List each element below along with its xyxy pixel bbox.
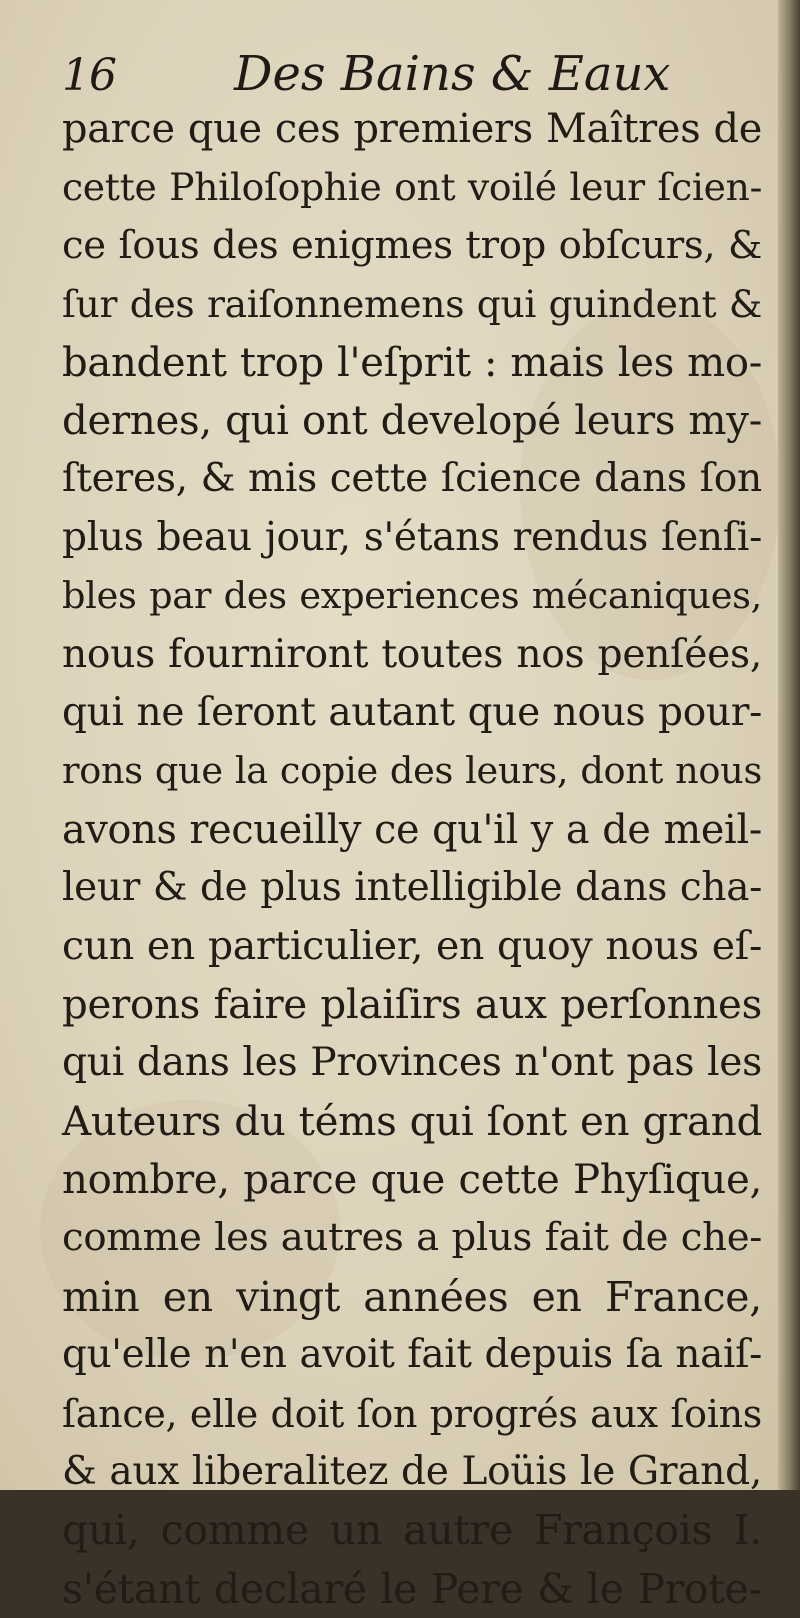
text-line: bandent trop l'eſprit : mais les mo- — [62, 339, 762, 386]
body-text — [62, 100, 762, 1618]
text-line: nombre, parce que cette Phyſique, — [62, 1157, 762, 1204]
text-line: nous fourniront toutes nos penſées, — [62, 631, 762, 677]
text-line: leur & de plus intelligible dans cha- — [62, 865, 762, 911]
text-line: ſteres, & mis cette ſcience dans ſon — [62, 456, 762, 502]
text-line: ſur des raiſonnemens qui guindent & — [62, 282, 762, 327]
text-line: Auteurs du téms qui ſont en grand — [62, 1097, 762, 1145]
text-line: qui, comme un autre François I. — [62, 1506, 762, 1555]
text-line: perons faire plaiſirs aux perſonnes — [62, 980, 762, 1028]
page-number: 16 — [62, 50, 116, 101]
text-line: qui ne ſeront autant que nous pour- — [62, 689, 762, 735]
text-line: bles par des experiences mécaniques, — [62, 574, 762, 618]
text-line: cun en particulier, en quoy nous eſ- — [62, 923, 762, 970]
text-line: s'étant declaré le Pere & le Prote- — [62, 1564, 762, 1613]
text-line: parce que ces premiers Maîtres de — [62, 106, 762, 152]
text-line: qu'elle n'en avoit fait depuis ſa naiſ- — [62, 1332, 762, 1378]
page-header — [62, 46, 762, 106]
text-line: cette Philoſophie ont voilé leur ſcien- — [62, 165, 762, 210]
text-line: avons recueilly ce qu'il y a de meil- — [62, 806, 762, 853]
text-line: comme les autres a plus fait de che- — [62, 1215, 762, 1261]
text-line: qui dans les Provinces n'ont pas les — [62, 1040, 762, 1086]
text-line: ſance, elle doit ſon progrés aux ſoins — [62, 1391, 762, 1436]
text-line: min en vingt années en France, — [62, 1272, 762, 1321]
running-title: Des Bains & Eaux — [234, 46, 671, 102]
text-line: plus beau jour, s'étans rendus ſenſi- — [62, 514, 762, 560]
text-line: rons que la copie des leurs, dont nous — [62, 749, 762, 793]
text-line: & aux liberalitez de Loüis le Grand, — [62, 1448, 762, 1494]
text-line: dernes, qui ont developé leurs my- — [62, 397, 762, 444]
page-edge — [778, 0, 800, 1490]
text-line: ce ſous des enigmes trop obſcurs, & — [62, 222, 762, 268]
